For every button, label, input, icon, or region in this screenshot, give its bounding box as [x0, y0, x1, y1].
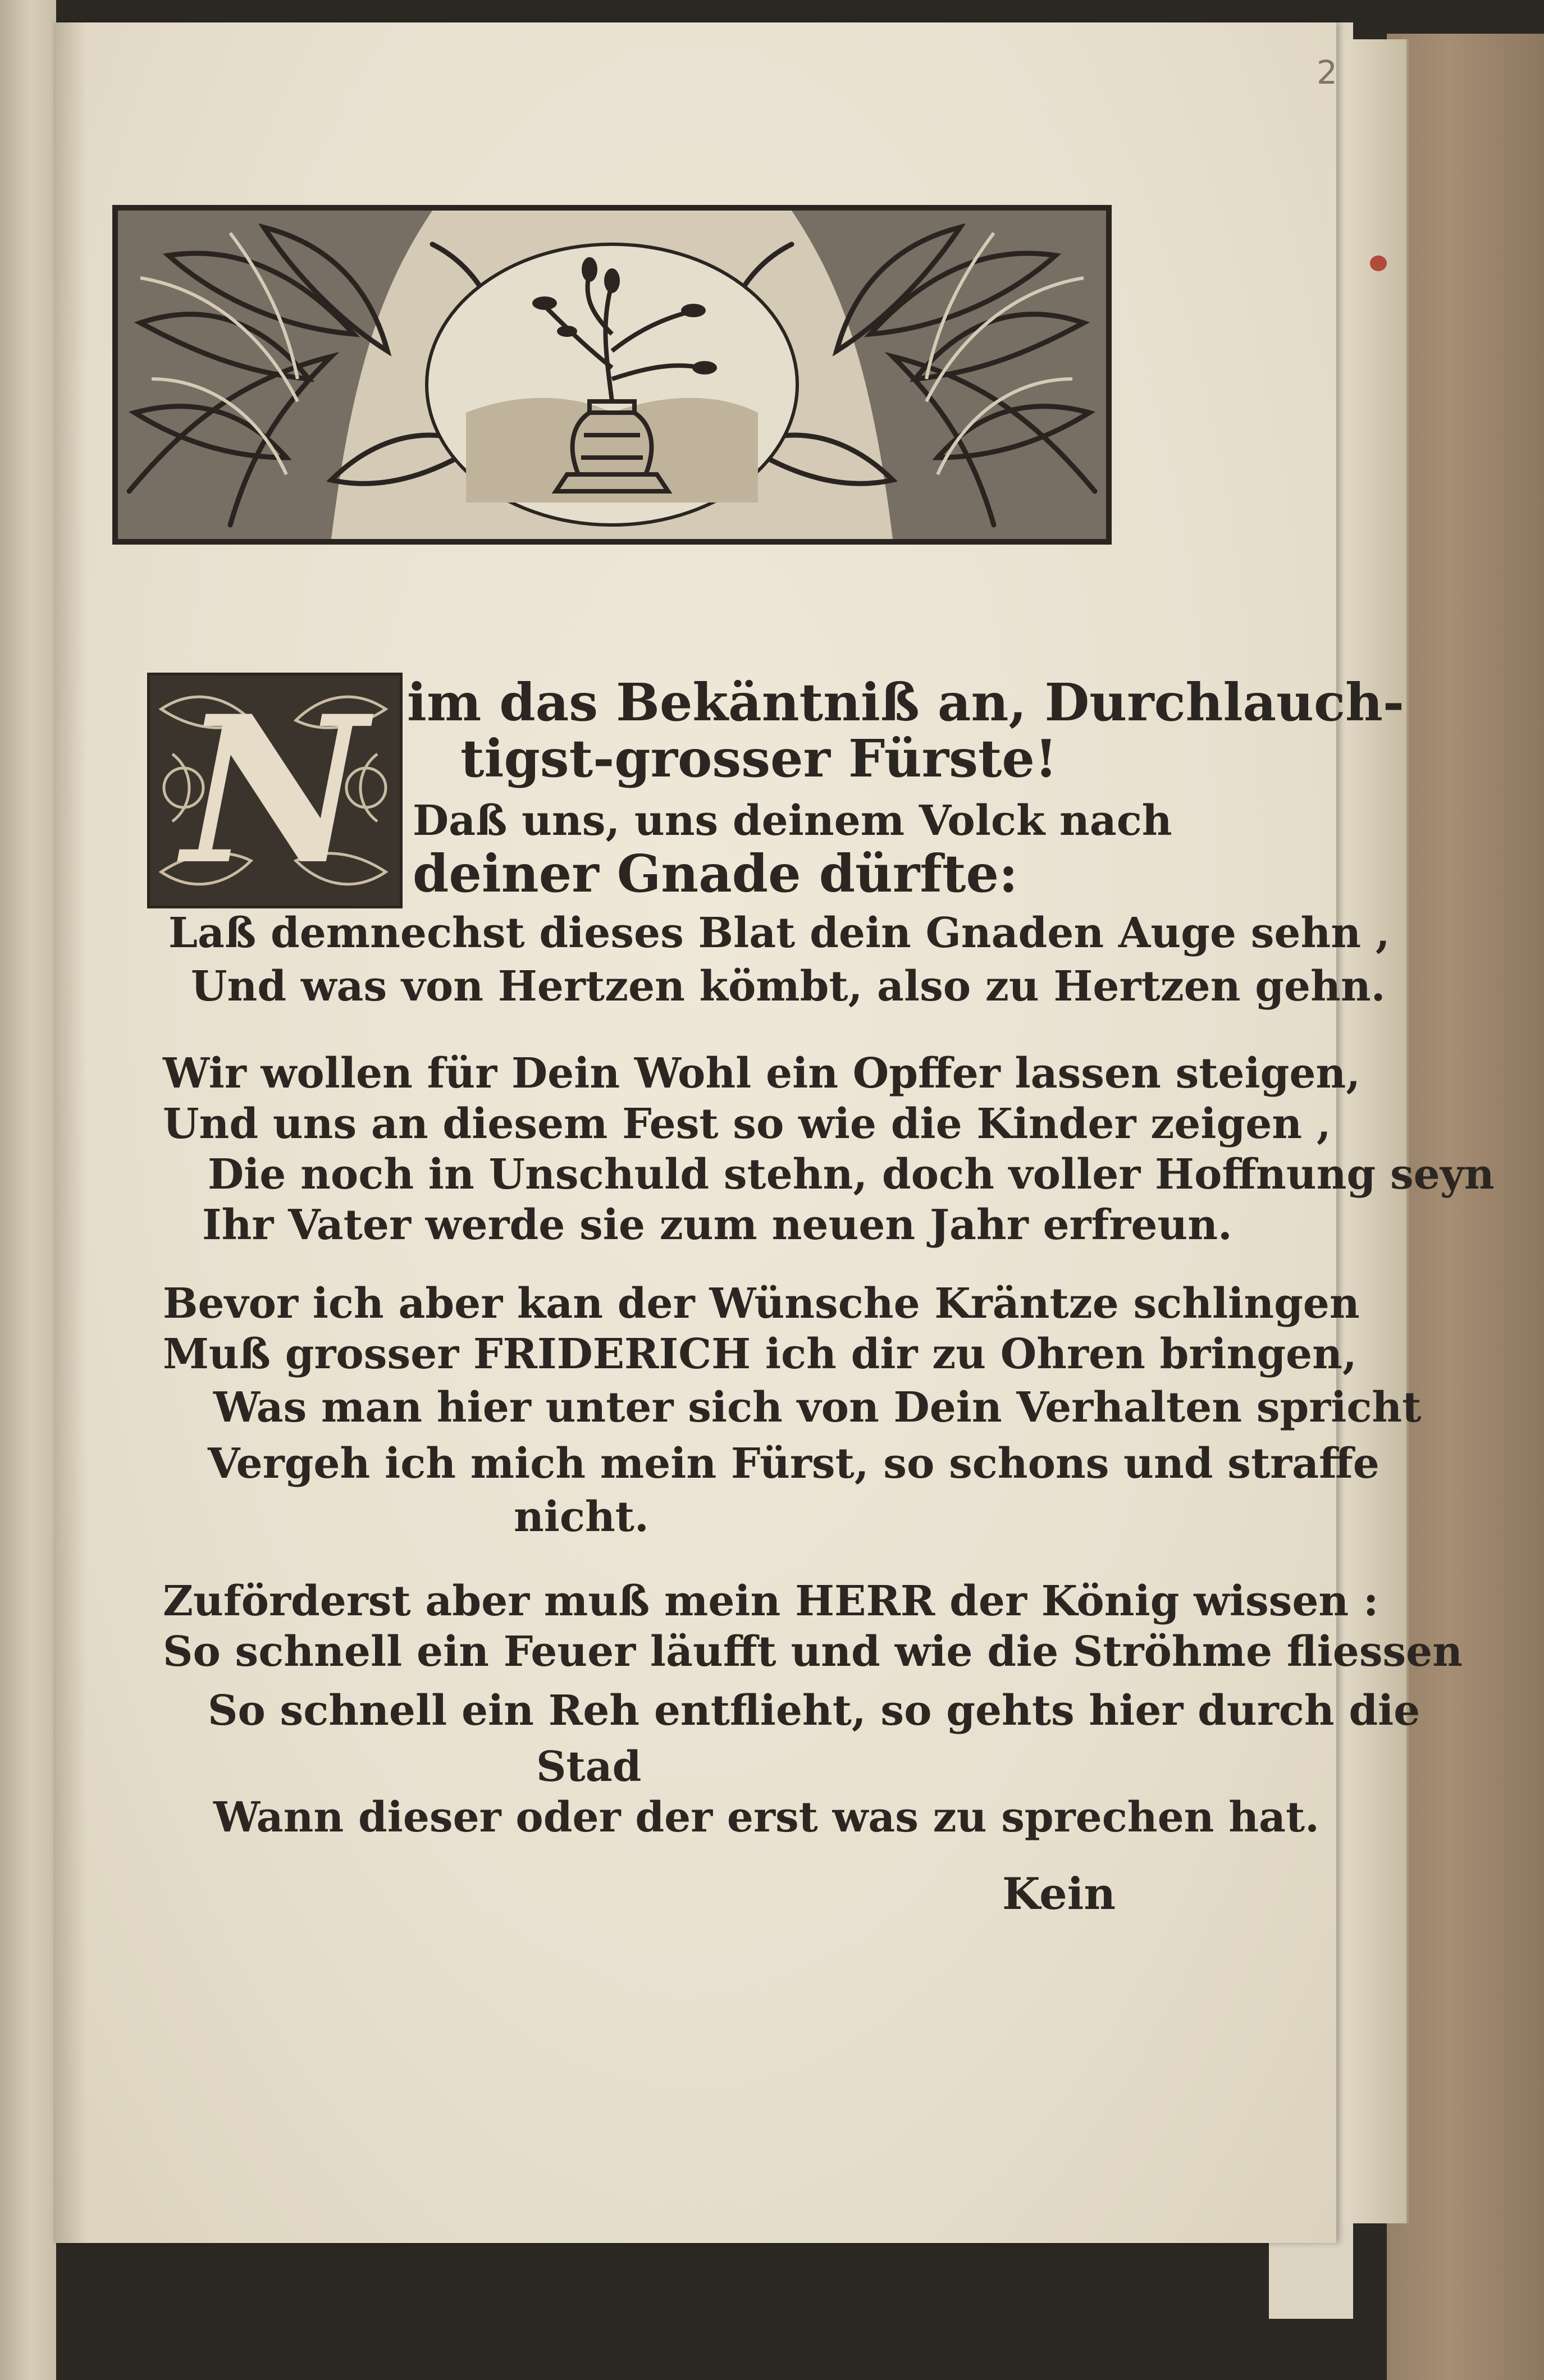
initial-letter: N [182, 671, 368, 909]
stanza2-line3: Die noch in Unschuld stehn, doch voller Hoffnung seyn [208, 1150, 1495, 1199]
stanza3-line1: Bevor ich aber kan der Wünsche Kräntze schlingen [163, 1280, 1360, 1328]
vase-with-foliage-icon [118, 211, 1106, 539]
stanza3-line3: Was man hier unter sich von Dein Verhalten spricht [213, 1383, 1422, 1432]
stanza1-line4: deiner Gnade dürfte: [413, 843, 1018, 904]
woodcut-headpiece [112, 205, 1112, 545]
red-wax-stain [1370, 255, 1387, 271]
stanza1-line2: tigst-grosser Fürste! [460, 728, 1058, 789]
stanza4-line2: So schnell ein Feuer läufft und wie die Ströhme fliessen [163, 1628, 1463, 1676]
stanza4-line1: Zuförderst aber muß mein HERR der König wissen : [163, 1577, 1379, 1625]
stanza3-line4: Vergeh ich mich mein Fürst, so schons und straffe [208, 1440, 1379, 1488]
stanza4-line4: Stad [536, 1743, 642, 1791]
stanza2-line1: Wir wollen für Dein Wohl ein Opffer lassen steigen, [163, 1049, 1360, 1098]
stanza2-line2: Und uns an diesem Fest so wie die Kinder zeigen , [163, 1100, 1331, 1148]
stanza1-line1: im das Bekäntniß an, Durchlauch- [407, 672, 1405, 733]
stanza1-line3: Daß uns, uns deinem Volck nach [413, 797, 1172, 845]
stanza1-line6: Und was von Hertzen kömbt, also zu Hertzen gehn. [191, 962, 1386, 1011]
facing-page-edge [0, 0, 56, 2380]
book-cover-board [1387, 34, 1544, 2380]
stanza1-line5: Laß demnechst dieses Blat dein Gnaden Auge sehn , [168, 909, 1390, 957]
stanza4-line3: So schnell ein Reh entflieht, so gehts hier durch die [208, 1687, 1420, 1735]
drop-initial [147, 673, 403, 908]
pencil-folio-number: 2 [1317, 53, 1337, 92]
stanza2-line4: Ihr Vater werde sie zum neuen Jahr erfreun. [202, 1201, 1232, 1249]
stanza3-line5: nicht. [514, 1493, 649, 1541]
gutter-shadow [53, 22, 87, 2243]
catchword: Kein [1002, 1869, 1116, 1920]
stanza3-line2: Muß grosser FRIDERICH ich dir zu Ohren bringen, [163, 1330, 1357, 1378]
stanza4-line5: Wann dieser oder der erst was zu sprechen hat. [213, 1793, 1319, 1842]
